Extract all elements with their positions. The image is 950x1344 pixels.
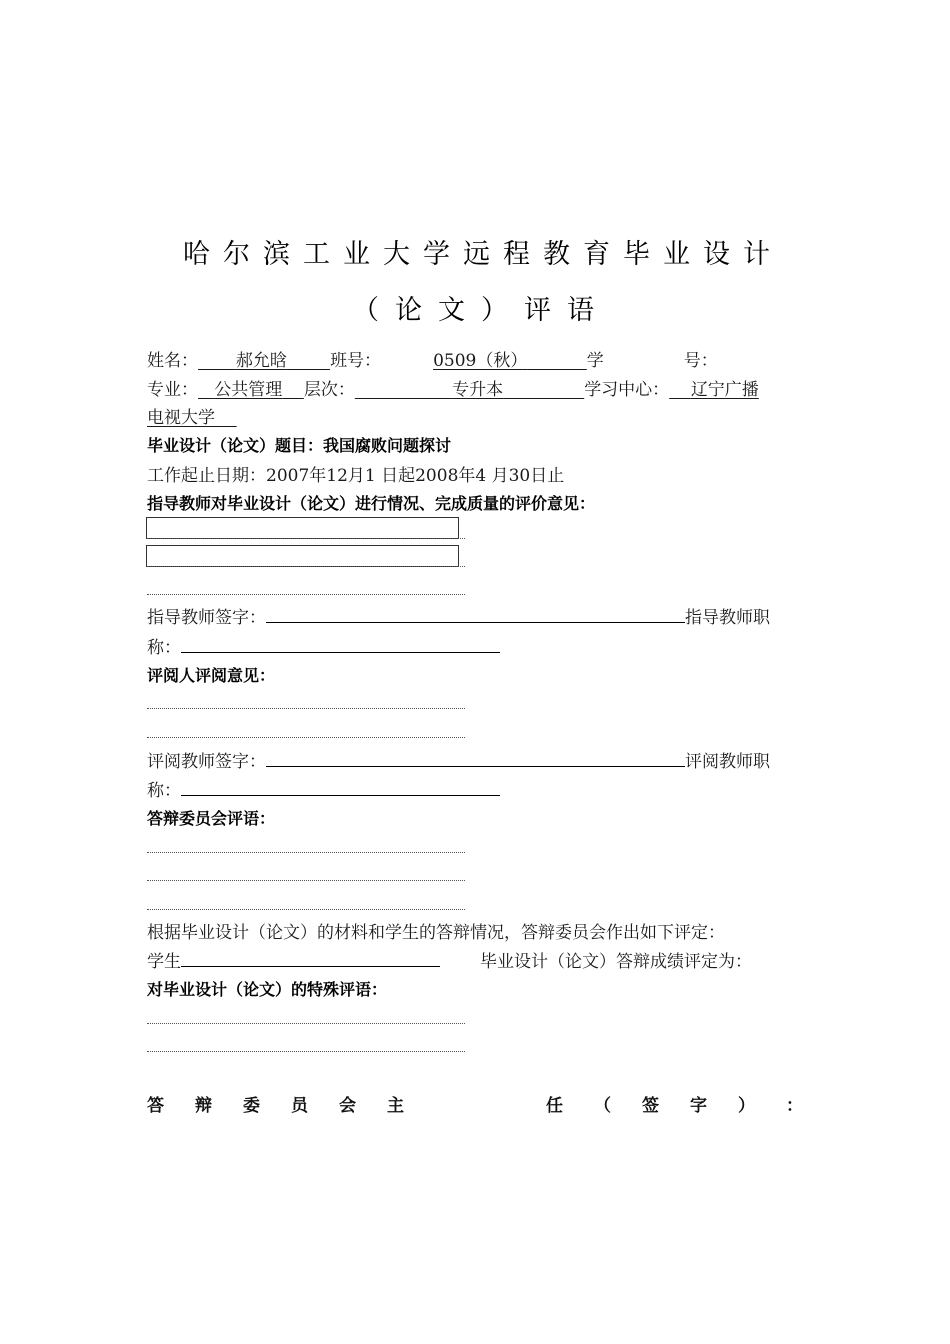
chair-char-3: 委 <box>243 1096 260 1116</box>
center-value-continued: 电视大学 <box>147 408 215 428</box>
reviewer-title-row <box>147 776 500 801</box>
chair-char-10: 字 <box>690 1096 707 1116</box>
topic-label: 毕业设计（论文）题目： <box>147 436 324 455</box>
reviewer-line-1 <box>147 708 465 709</box>
student-info-row <box>147 346 718 371</box>
advisor-opinion-heading: 指导教师对毕业设计（论文）进行情况、完成质量的评价意见： <box>147 494 596 513</box>
special-comments-heading: 对毕业设计（论文）的特殊评语： <box>147 980 388 999</box>
advisor-title-row <box>147 633 500 658</box>
committee-heading: 答辩委员会评语： <box>147 809 276 828</box>
chair-char-11: ） <box>738 1096 755 1116</box>
reviewer-sign-label: 评阅教师签字： <box>147 752 266 772</box>
reviewer-line-2 <box>147 737 465 738</box>
chair-char-6: 主 <box>387 1096 404 1116</box>
chair-gap <box>435 1091 515 1116</box>
chair-char-4: 员 <box>291 1096 308 1116</box>
level-label: 层次： <box>303 380 355 400</box>
form-subtitle: （论文）评语 <box>352 295 610 326</box>
chair-char-2: 辩 <box>195 1096 212 1116</box>
reviewer-title-label: 评阅教师职 <box>685 752 770 772</box>
class-label: 班号： <box>330 351 382 371</box>
chair-char-5: 会 <box>339 1096 356 1116</box>
reviewer-heading: 评阅人评阅意见： <box>147 666 276 685</box>
advisor-sign-label: 指导教师签字： <box>147 608 266 628</box>
advisor-opinion-line-2 <box>147 566 465 567</box>
program-info-row <box>147 375 759 400</box>
reviewer-title-label-end: 称： <box>147 781 181 801</box>
committee-chair-signature <box>147 1091 803 1116</box>
level-value: 专升本 <box>452 380 504 400</box>
major-value: 公共管理 <box>214 380 283 400</box>
advisor-title-label-end: 称： <box>147 638 181 658</box>
committee-line-1 <box>147 852 465 853</box>
advisor-opinion-line-1 <box>147 538 465 539</box>
reviewer-sign-row <box>147 747 770 772</box>
topic-value: 我国腐败问题探讨 <box>323 436 452 455</box>
special-line-1 <box>147 1023 465 1024</box>
advisor-title-field[interactable] <box>181 638 500 653</box>
chair-char-9: 签 <box>642 1096 659 1116</box>
center-label: 学习中心： <box>584 380 670 400</box>
grade-row <box>147 947 752 972</box>
major-label: 专业： <box>147 380 198 400</box>
advisor-sign-field[interactable] <box>266 608 685 623</box>
student-name-field[interactable] <box>181 952 440 967</box>
chair-char-8: （ <box>594 1096 611 1116</box>
advisor-title-label: 指导教师职 <box>685 608 770 628</box>
chair-char-1: 答 <box>147 1096 164 1116</box>
committee-line-3 <box>147 909 465 910</box>
committee-line-2 <box>147 880 465 881</box>
center-value: 辽宁广播 <box>690 380 759 400</box>
work-dates: 工作起止日期：2007年12月1 日起2008年4 月30日止 <box>147 466 565 486</box>
class-value: 0509（秋） <box>433 351 528 371</box>
student-no-label-end: 号： <box>683 351 718 371</box>
special-line-2 <box>147 1051 465 1052</box>
chair-char-7: 任 <box>546 1096 563 1116</box>
student-no-label: 学 <box>586 351 604 371</box>
reviewer-title-field[interactable] <box>181 781 500 796</box>
grade-label: 毕业设计（论文）答辩成绩评定为： <box>480 952 752 972</box>
advisor-sign-row <box>147 603 770 628</box>
name-value: 郝允晗 <box>235 351 287 371</box>
chair-char-12: ： <box>786 1096 803 1116</box>
student-label: 学生 <box>147 952 181 972</box>
reviewer-sign-field[interactable] <box>266 752 685 767</box>
name-label: 姓名： <box>147 351 198 371</box>
advisor-opinion-box-2[interactable] <box>146 545 459 567</box>
committee-statement: 根据毕业设计（论文）的材料和学生的答辩情况，答辩委员会作出如下评定： <box>147 923 725 943</box>
topic-row <box>147 433 451 456</box>
advisor-opinion-line-3 <box>147 594 465 595</box>
advisor-opinion-box-1[interactable] <box>146 517 459 539</box>
form-title: 哈尔滨工业大学远程教育毕业设计 <box>183 239 783 270</box>
